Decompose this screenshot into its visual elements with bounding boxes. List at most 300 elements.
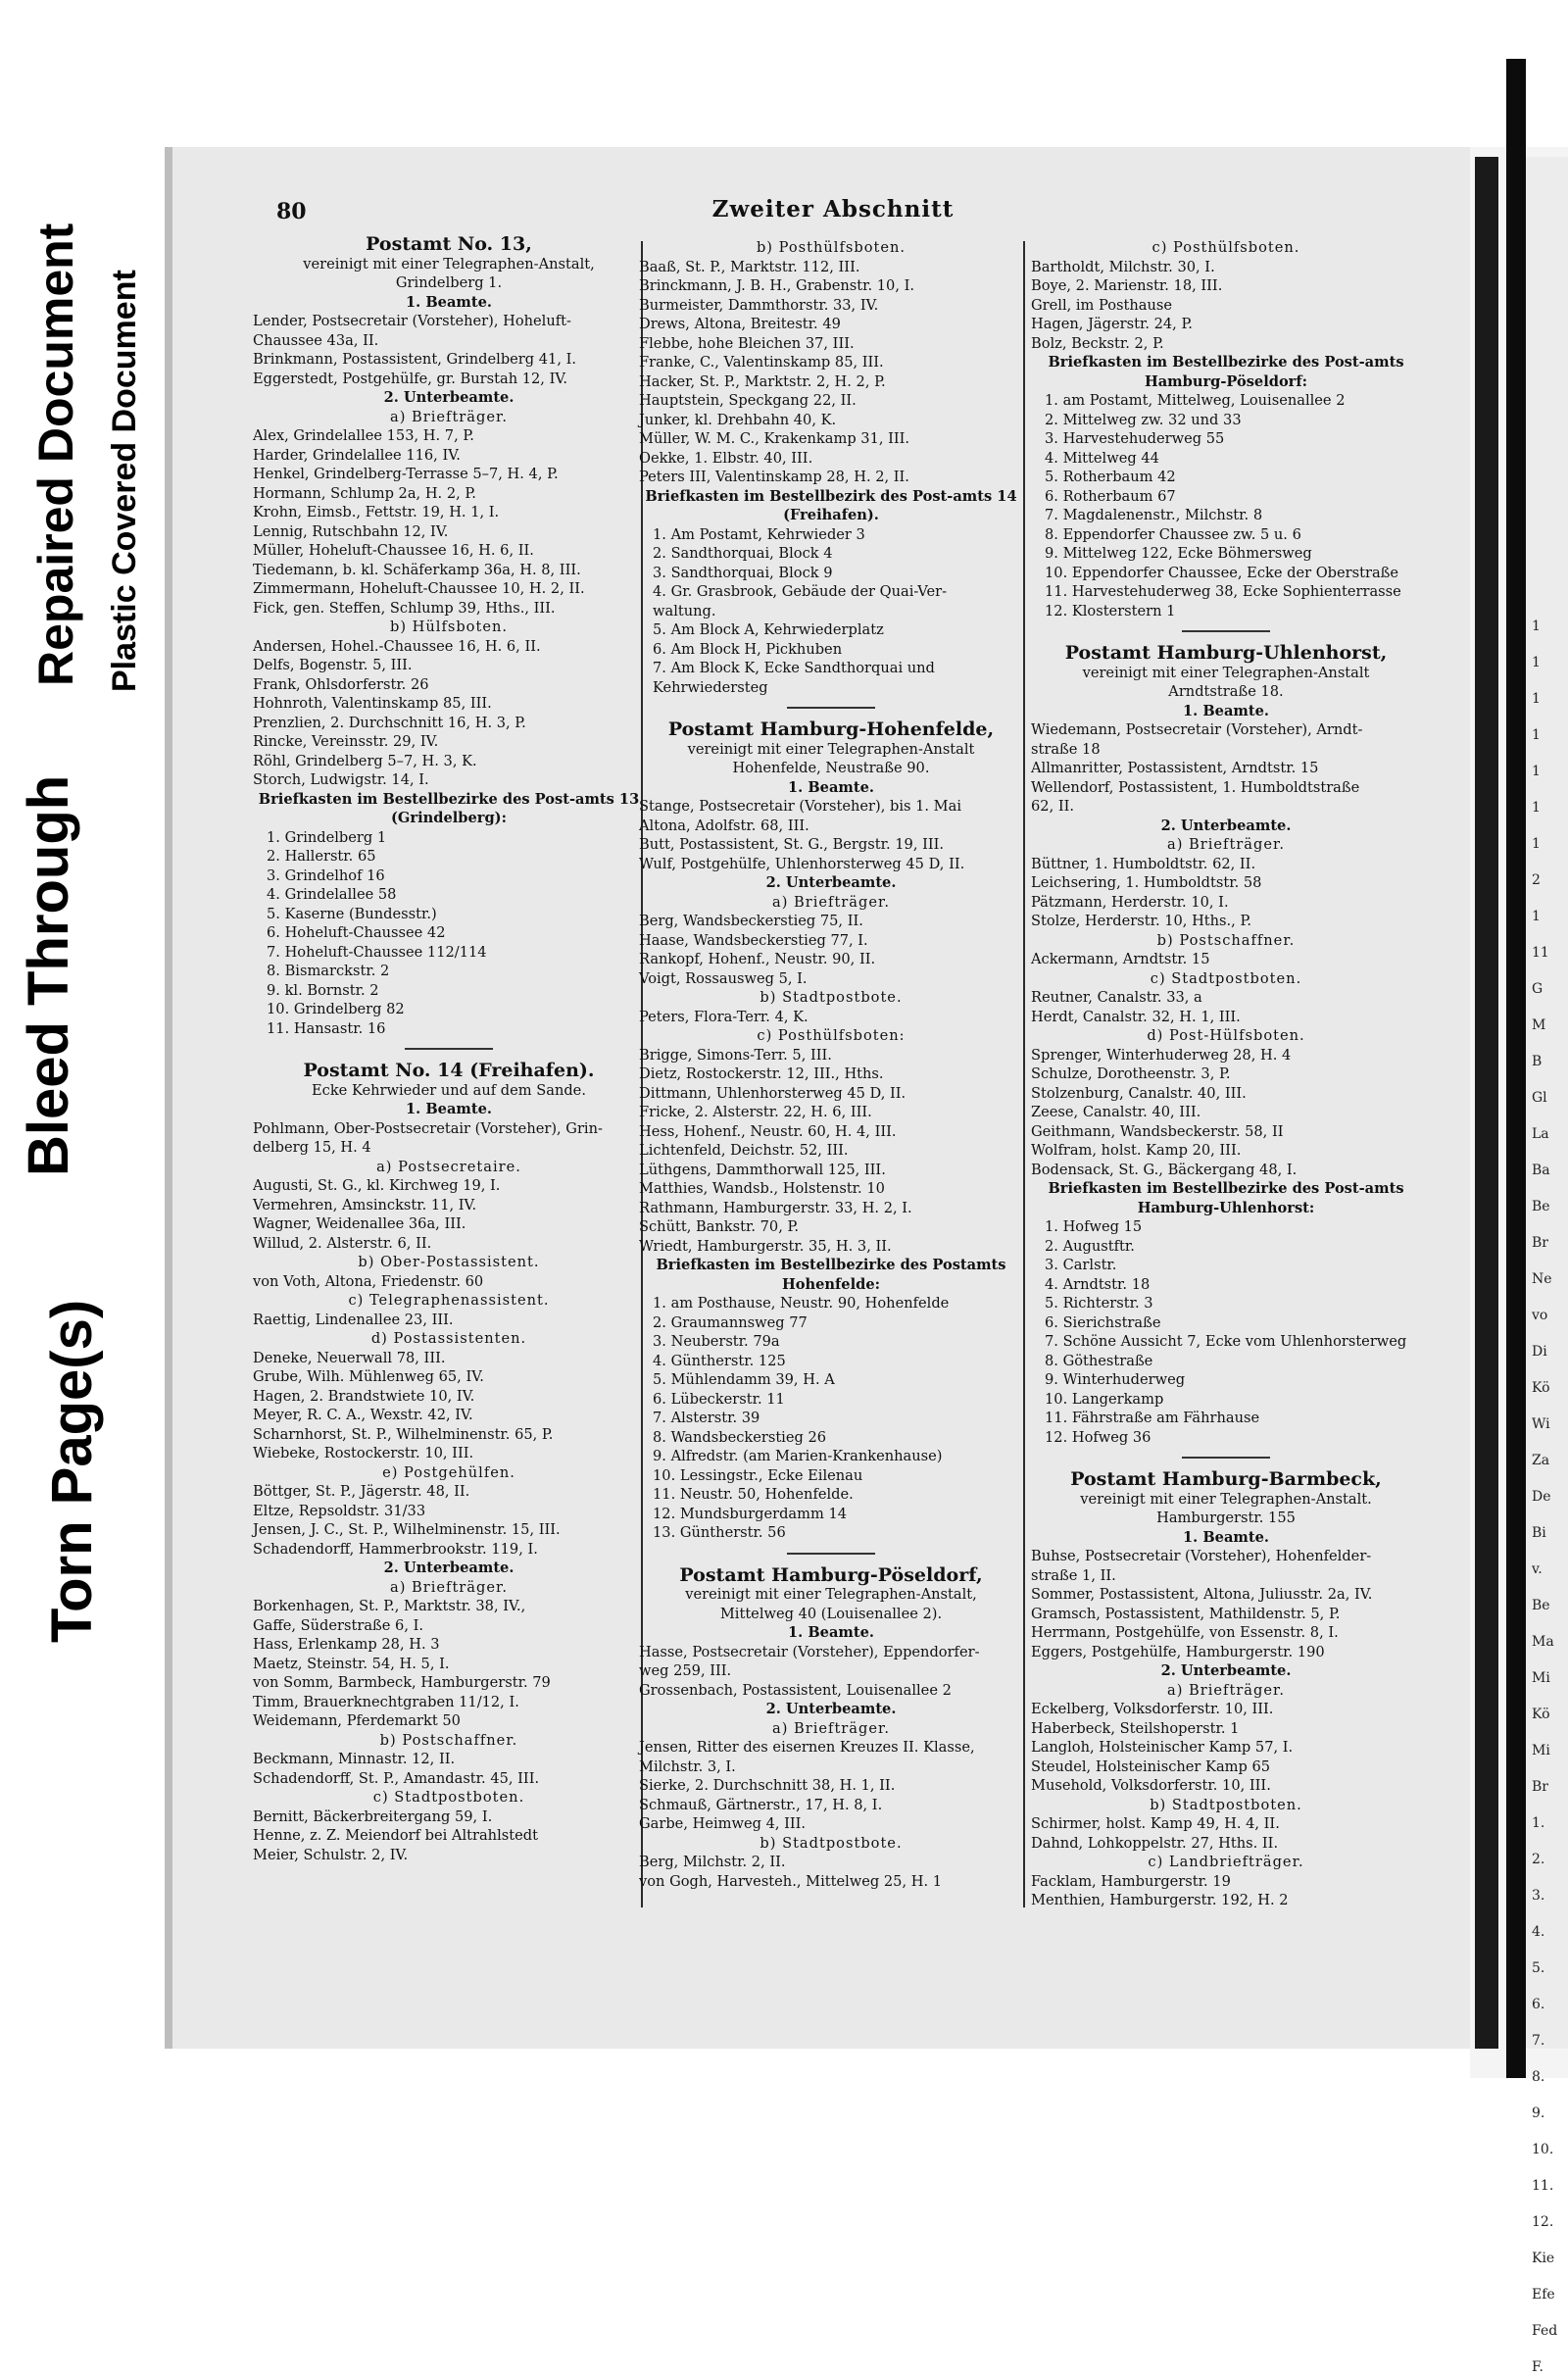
mailbox-item: 2. Hallerstr. 65 — [267, 848, 376, 865]
fragment-line: 12. — [1532, 2214, 1554, 2230]
mailbox-item: 7. Hoheluft-Chaussee 112/114 — [267, 943, 487, 961]
entry-line: Schirmer, holst. Kamp 49, H. 4, II. — [1031, 1815, 1280, 1832]
separator — [1182, 1457, 1270, 1459]
entry-line: Hormann, Schlump 2a, H. 2, P. — [253, 484, 476, 502]
sub-heading: b) Postschaffner. — [1156, 931, 1296, 949]
entry-line: Zimmermann, Hoheluft-Chaussee 10, H. 2, II. — [253, 580, 585, 597]
entry-line: Böttger, St. P., Jägerstr. 48, II. — [253, 1483, 470, 1500]
mailbox-item: 10. Grindelberg 82 — [267, 1001, 405, 1017]
fragment-line: Gl — [1532, 1090, 1547, 1106]
entry-list — [639, 1008, 1023, 1027]
entry-line: Buhse, Postsecretair (Vorsteher), Hohenfelder- — [1031, 1548, 1372, 1564]
entry-line: Garbe, Heimweg 4, III. — [639, 1815, 807, 1832]
entry-line: Hagen, 2. Brandstwiete 10, IV. — [253, 1387, 475, 1405]
sub-heading: a) Briefträger. — [772, 1719, 890, 1737]
sub-heading: a) Briefträger. — [390, 408, 508, 425]
repaired-document-label: Repaired Document — [28, 223, 83, 686]
entry-line: Flebbe, hohe Bleichen 37, III. — [639, 334, 855, 352]
office-title: Postamt No. 13, — [366, 233, 532, 255]
section-heading: 1. Beamte. — [1183, 702, 1269, 719]
binding-edge — [1475, 157, 1498, 2049]
separator — [1182, 630, 1270, 632]
entry-line: Weidemann, Pferdemarkt 50 — [253, 1712, 461, 1729]
sub-heading: b) Posthülfsboten. — [756, 239, 906, 256]
section-heading: 1. Beamte. — [788, 778, 874, 796]
entry-line: Drews, Altona, Breitestr. 49 — [639, 316, 841, 332]
fragment-line: Di — [1532, 1344, 1547, 1360]
fragment-line: Be — [1532, 1598, 1550, 1613]
entry-line: Gaffe, Süderstraße 6, I. — [253, 1616, 424, 1634]
entry-line: Lender, Postsecretair (Vorsteher), Hoheluft- — [253, 313, 571, 329]
entry-line: 62, II. — [1031, 798, 1075, 815]
section-heading: 1. Beamte. — [788, 1624, 874, 1641]
fragment-line: 1. — [1532, 1815, 1545, 1831]
torn-pages-label: Torn Page(s) — [40, 1299, 104, 1643]
entry-list — [1031, 258, 1421, 354]
entry-line: Tiedemann, b. kl. Schäferkamp 36a, H. 8, III. — [253, 561, 581, 578]
entry-line: Bernitt, Bäckerbreitergang 59, I. — [253, 1808, 493, 1825]
mailbox-item: 1. am Postamt, Mittelweg, Louisenallee 2 — [1045, 392, 1346, 409]
fragment-line: 1 — [1532, 619, 1541, 634]
entry-line: Berg, Milchstr. 2, II. — [639, 1854, 786, 1870]
fragment-line: Wi — [1532, 1416, 1550, 1432]
fragment-line: Efe — [1532, 2287, 1555, 2303]
sub-heading: b) Stadtpostbote. — [760, 989, 903, 1006]
entry-line: Herrmann, Postgehülfe, von Essenstr. 8, I. — [1031, 1624, 1339, 1641]
mailbox-item: 8. Bismarckstr. 2 — [267, 963, 390, 979]
entry-line: Augusti, St. G., kl. Kirchweg 19, I. — [253, 1177, 501, 1194]
entry-line: Dahnd, Lohkoppelstr. 27, Hths. II. — [1031, 1834, 1279, 1852]
entry-line: Peters III, Valentinskamp 28, H. 2, II. — [639, 469, 909, 485]
entry-list — [253, 1349, 645, 1463]
column-rule — [1023, 241, 1025, 1907]
section-heading: 1. Beamte. — [1183, 1528, 1269, 1546]
entry-line: Wiebeke, Rostockerstr. 10, III. — [253, 1445, 474, 1461]
entry-list — [253, 426, 645, 618]
mailbox-item: waltung. — [653, 602, 716, 619]
fragment-line: vo — [1532, 1308, 1548, 1323]
mailbox-item: 7. Alsterstr. 39 — [653, 1410, 760, 1426]
mailbox-item: 9. kl. Bornstr. 2 — [267, 981, 379, 999]
sub-heading: c) Telegraphenassistent. — [348, 1292, 550, 1309]
fragment-line: G — [1532, 981, 1544, 997]
mailbox-item: 1. Am Postamt, Kehrwieder 3 — [653, 525, 865, 543]
entry-line: Delfs, Bogenstr. 5, III. — [253, 657, 413, 673]
mailbox-heading: Briefkasten im Bestellbezirke des Post-amts Hamburg-Pöseldorf: — [1048, 354, 1404, 390]
mailbox-item: 7. Am Block K, Ecke Sandthorquai und — [653, 660, 935, 676]
mailbox-item: 3. Sandthorquai, Block 9 — [653, 564, 833, 581]
entry-line: Facklam, Hamburgerstr. 19 — [1031, 1872, 1231, 1890]
mailbox-item: 5. Am Block A, Kehrwiederplatz — [653, 621, 884, 638]
entry-line: Reutner, Canalstr. 33, a — [1031, 989, 1202, 1006]
bleed-through-label: Bleed Through — [17, 774, 80, 1176]
entry-line: Chaussee 43a, II. — [253, 331, 379, 349]
mailbox-item: 6. Hoheluft-Chaussee 42 — [267, 924, 446, 941]
section-heading: 2. Unterbeamte. — [1160, 1662, 1292, 1679]
entry-line: Scharnhorst, St. P., Wilhelminenstr. 65, P. — [253, 1425, 554, 1443]
mailbox-item: 7. Schöne Aussicht 7, Ecke vom Uhlenhorsterweg — [1045, 1333, 1407, 1350]
entry-line: Willud, 2. Alsterstr. 6, II. — [253, 1234, 432, 1252]
entry-line: Hamburgerstr. 155 — [1156, 1510, 1296, 1526]
entry-line: vereinigt mit einer Telegraphen-Anstalt. — [1080, 1490, 1372, 1508]
mailbox-list — [639, 525, 1023, 698]
sub-heading: b) Stadtpostbote. — [760, 1834, 903, 1852]
entry-line: weg 259, III. — [639, 1662, 732, 1679]
office-desc — [1031, 1490, 1421, 1528]
mailbox-item: 9. Winterhuderweg — [1045, 1371, 1186, 1388]
entry-line: Sprenger, Winterhuderweg 28, H. 4 — [1031, 1046, 1292, 1064]
entry-line: Grell, im Posthause — [1031, 296, 1173, 314]
fragment-line: Br — [1532, 1235, 1548, 1251]
entry-line: vereinigt mit einer Telegraphen-Anstalt — [1082, 664, 1370, 681]
entry-line: vereinigt mit einer Telegraphen-Anstalt, — [303, 255, 595, 272]
entry-line: Oekke, 1. Elbstr. 40, III. — [639, 449, 813, 467]
office-desc — [1031, 664, 1421, 702]
binding-edge-outer — [1506, 59, 1526, 2078]
sub-heading: b) Hülfsboten. — [389, 619, 509, 635]
mailbox-item: 13. Güntherstr. 56 — [653, 1524, 786, 1541]
entry-line: Vermehren, Amsinckstr. 11, IV. — [253, 1196, 477, 1213]
entry-line: Butt, Postassistent, St. G., Bergstr. 19, III. — [639, 836, 945, 853]
sub-heading: b) Ober-Postassistent. — [358, 1254, 540, 1270]
mailbox-item: 1. Hofweg 15 — [1045, 1218, 1143, 1235]
entry-line: Eckelberg, Volksdorferstr. 10, III. — [1031, 1701, 1274, 1717]
mailbox-item: 12. Klosterstern 1 — [1045, 602, 1176, 619]
entry-line: Beckmann, Minnastr. 12, II. — [253, 1751, 456, 1767]
fragment-line: Mi — [1532, 1670, 1550, 1686]
mailbox-item: 6. Lübeckerstr. 11 — [653, 1390, 785, 1408]
entry-line: Rathmann, Hamburgerstr. 33, H. 2, I. — [639, 1199, 912, 1216]
office-desc — [253, 255, 645, 293]
entry-line: Hohnroth, Valentinskamp 85, III. — [253, 695, 492, 712]
entry-line: Raettig, Lindenallee 23, III. — [253, 1311, 454, 1328]
entry-list — [639, 1738, 1023, 1834]
mailbox-item: 4. Arndtstr. 18 — [1045, 1275, 1151, 1293]
entry-line: Mittelweg 40 (Louisenallee 2). — [719, 1605, 943, 1622]
mailbox-item: 3. Grindelhof 16 — [267, 867, 385, 884]
sub-heading: a) Briefträger. — [772, 893, 890, 911]
mailbox-item: 6. Am Block H, Pickhuben — [653, 640, 843, 658]
mailbox-list — [1031, 391, 1421, 620]
fragment-line: F. — [1532, 2359, 1544, 2375]
section-heading: 2. Unterbeamte. — [383, 1560, 514, 1576]
mailbox-item: 3. Neuberstr. 79a — [653, 1333, 780, 1350]
fragment-line: v. — [1532, 1561, 1543, 1577]
entry-list — [253, 1750, 645, 1788]
page-number: 80 — [276, 199, 307, 224]
entry-list — [639, 912, 1023, 988]
entry-line: Hagen, Jägerstr. 24, P. — [1031, 316, 1193, 332]
entry-line: Wriedt, Hamburgerstr. 35, H. 3, II. — [639, 1237, 892, 1255]
entry-line: Haase, Wandsbeckerstieg 77, I. — [639, 931, 868, 949]
entry-line: Deneke, Neuerwall 78, III. — [253, 1349, 446, 1366]
entry-line: Brinkmann, Postassistent, Grindelberg 41, I. — [253, 351, 577, 368]
entry-line: Fricke, 2. Alsterstr. 22, H. 6, III. — [639, 1104, 872, 1120]
section-heading: 1. Beamte. — [406, 293, 492, 311]
entry-line: Hass, Erlenkamp 28, H. 3 — [253, 1636, 440, 1653]
mailbox-list — [253, 828, 645, 1039]
mailbox-item: 5. Richterstr. 3 — [1045, 1295, 1153, 1312]
entry-line: Menthien, Hamburgerstr. 192, H. 2 — [1031, 1892, 1289, 1908]
fragment-line: B — [1532, 1054, 1543, 1069]
fragment-line: 9. — [1532, 2105, 1545, 2121]
entry-line: Berg, Wandsbeckerstieg 75, II. — [639, 913, 863, 929]
fragment-line: 1 — [1532, 909, 1541, 924]
section-title: Zweiter Abschnitt — [711, 196, 955, 223]
entry-list — [1031, 988, 1421, 1026]
entry-line: Sommer, Postassistent, Altona, Juliusstr. 2a, IV. — [1031, 1586, 1373, 1603]
sub-heading: c) Stadtpostboten. — [1150, 969, 1302, 987]
entry-line: Dietz, Rostockerstr. 12, III., Hths. — [639, 1065, 884, 1082]
mailbox-item: 10. Lessingstr., Ecke Eilenau — [653, 1466, 863, 1484]
fragment-line: Br — [1532, 1779, 1548, 1795]
separator — [787, 1553, 875, 1555]
entry-line: Burmeister, Dammthorstr. 33, IV. — [639, 296, 879, 314]
entry-line: Allmanritter, Postassistent, Arndtstr. 15 — [1031, 760, 1319, 776]
column-2 — [639, 238, 1023, 1891]
entry-line: Meier, Schulstr. 2, IV. — [253, 1846, 409, 1863]
fragment-line: Kö — [1532, 1380, 1550, 1396]
mailbox-item: 1. am Posthause, Neustr. 90, Hohenfelde — [653, 1295, 950, 1312]
office-desc — [639, 740, 1023, 778]
entry-line: Pätzmann, Herderstr. 10, I. — [1031, 893, 1229, 911]
entry-list — [253, 1119, 645, 1158]
entry-list — [253, 637, 645, 790]
entry-line: Timm, Brauerknechtgraben 11/12, I. — [253, 1693, 519, 1710]
entry-list — [253, 1482, 645, 1559]
mailbox-item: 2. Sandthorquai, Block 4 — [653, 545, 833, 562]
mailbox-item: 2. Graumannsweg 77 — [653, 1313, 808, 1331]
sub-heading: c) Landbriefträger. — [1148, 1854, 1304, 1870]
fragment-line: 1 — [1532, 691, 1541, 707]
mailbox-item: 10. Langerkamp — [1045, 1390, 1164, 1408]
entry-line: vereinigt mit einer Telegraphen-Anstalt, — [685, 1586, 977, 1603]
entry-line: Henne, z. Z. Meiendorf bei Altrahlstedt — [253, 1827, 538, 1844]
entry-line: Hauptstein, Speckgang 22, II. — [639, 392, 857, 409]
fragment-line: 1 — [1532, 836, 1541, 852]
entry-list — [253, 1597, 645, 1731]
mailbox-item: 3. Harvestehuderweg 55 — [1045, 430, 1225, 447]
entry-line: Brinckmann, J. B. H., Grabenstr. 10, I. — [639, 277, 915, 294]
entry-list — [639, 1046, 1023, 1257]
entry-line: Wulf, Postgehülfe, Uhlenhorsterweg 45 D, II. — [639, 855, 965, 872]
office-desc — [639, 1585, 1023, 1623]
office-title: Postamt Hamburg-Hohenfelde, — [667, 718, 995, 740]
fragment-line: Za — [1532, 1453, 1550, 1468]
fragment-line: 1 — [1532, 764, 1541, 779]
mailbox-item: 4. Grindelallee 58 — [267, 886, 397, 903]
entry-line: Rincke, Vereinsstr. 29, IV. — [253, 733, 439, 750]
mailbox-item: 9. Mittelweg 122, Ecke Böhmersweg — [1045, 545, 1312, 562]
fragment-line: 2. — [1532, 1852, 1545, 1867]
fragment-line: Be — [1532, 1199, 1550, 1214]
entry-line: von Somm, Barmbeck, Hamburgerstr. 79 — [253, 1674, 551, 1691]
fragment-line: 1 — [1532, 727, 1541, 743]
entry-line: Wagner, Weidenallee 36a, III. — [253, 1215, 466, 1232]
column-3 — [1031, 238, 1421, 1910]
entry-line: Grube, Wilh. Mühlenweg 65, IV. — [253, 1368, 484, 1385]
entry-line: Hacker, St. P., Marktstr. 2, H. 2, P. — [639, 372, 886, 390]
separator — [405, 1048, 493, 1050]
entry-list — [253, 1272, 645, 1292]
mailbox-item: 11. Neustr. 50, Hohenfelde. — [653, 1486, 854, 1503]
mailbox-item: 5. Mühlendamm 39, H. A — [653, 1371, 835, 1388]
office-title: Postamt Hamburg-Uhlenhorst, — [1064, 642, 1388, 664]
entry-line: vereinigt mit einer Telegraphen-Anstalt — [687, 740, 975, 758]
entry-line: Hasse, Postsecretair (Vorsteher), Eppendorfer- — [639, 1643, 980, 1660]
fragment-line: 1 — [1532, 800, 1541, 816]
entry-line: von Voth, Altona, Friedenstr. 60 — [253, 1272, 484, 1290]
mailbox-list — [639, 1294, 1023, 1543]
fragment-line: 5. — [1532, 1960, 1545, 1976]
fragment-line: De — [1532, 1489, 1551, 1505]
mailbox-heading: Briefkasten im Bestellbezirk des Post-amts 14 (Freihafen). — [645, 487, 1017, 523]
entry-line: Franke, C., Valentinskamp 85, III. — [639, 354, 884, 371]
fragment-line: M — [1532, 1017, 1546, 1033]
fragment-line: Bi — [1532, 1525, 1546, 1541]
office-desc — [253, 1081, 645, 1101]
office-title: Postamt No. 14 (Freihafen). — [303, 1060, 595, 1081]
entry-list — [1031, 855, 1421, 931]
entry-line: Wolfram, holst. Kamp 20, III. — [1031, 1142, 1242, 1159]
entry-line: Herdt, Canalstr. 32, H. 1, III. — [1031, 1008, 1241, 1025]
entry-line: Harder, Grindelallee 116, IV. — [253, 446, 461, 464]
entry-line: Schadendorff, Hammerbrookstr. 119, I. — [253, 1540, 538, 1558]
entry-line: Peters, Flora-Terr. 4, K. — [639, 1008, 808, 1025]
mailbox-item: Kehrwiedersteg — [653, 678, 768, 696]
section-heading: 2. Unterbeamte. — [1160, 817, 1292, 834]
fragment-line: 6. — [1532, 1997, 1545, 2012]
entry-list — [1031, 1700, 1421, 1796]
page-edge-shadow — [165, 147, 172, 2049]
entry-line: Brigge, Simons-Terr. 5, III. — [639, 1046, 832, 1064]
entry-list — [253, 312, 645, 388]
sub-heading: a) Briefträger. — [1167, 836, 1285, 853]
office-title: Postamt Hamburg-Barmbeck, — [1070, 1468, 1382, 1490]
fragment-line: Kö — [1532, 1707, 1550, 1722]
entry-line: Krohn, Eimsb., Fettstr. 19, H. 1, I. — [253, 504, 500, 520]
entry-line: Alex, Grindelallee 153, H. 7, P. — [253, 427, 474, 444]
entry-line: Lüthgens, Dammthorwall 125, III. — [639, 1161, 886, 1178]
separator — [787, 707, 875, 709]
entry-line: Wiedemann, Postsecretair (Vorsteher), Arndt- — [1031, 721, 1363, 738]
sub-heading: a) Briefträger. — [1167, 1681, 1285, 1699]
mailbox-item: 4. Mittelweg 44 — [1045, 449, 1159, 467]
fragment-line: 1 — [1532, 655, 1541, 670]
entry-list — [1031, 720, 1421, 817]
mailbox-item: 8. Göthestraße — [1045, 1352, 1153, 1369]
entry-line: Sierke, 2. Durchschnitt 38, H. 1, II. — [639, 1777, 896, 1794]
entry-line: Jensen, Ritter des eisernen Kreuzes II. Klasse, — [639, 1739, 975, 1756]
entry-line: Junker, kl. Drehbahn 40, K. — [639, 411, 837, 428]
mailbox-item: 11. Harvestehuderweg 38, Ecke Sophienterrasse — [1045, 583, 1401, 600]
entry-line: Eltze, Repsoldstr. 31/33 — [253, 1502, 426, 1519]
entry-line: von Gogh, Harvesteh., Mittelweg 25, H. 1 — [639, 1872, 943, 1890]
entry-list — [1031, 950, 1421, 969]
mailbox-item: 8. Wandsbeckerstieg 26 — [653, 1428, 827, 1446]
mailbox-item: 2. Mittelweg zw. 32 und 33 — [1045, 411, 1242, 428]
entry-line: Müller, Hoheluft-Chaussee 16, H. 6, II. — [253, 542, 534, 559]
sub-heading: a) Briefträger. — [390, 1578, 508, 1596]
entry-line: Henkel, Grindelberg-Terrasse 5–7, H. 4, P. — [253, 466, 559, 482]
entry-line: Altona, Adolfstr. 68, III. — [639, 817, 809, 834]
entry-line: Eggers, Postgehülfe, Hamburgerstr. 190 — [1031, 1643, 1325, 1660]
fragment-line: Ma — [1532, 1634, 1554, 1650]
fragment-line: La — [1532, 1126, 1549, 1142]
entry-line: Meyer, R. C. A., Wexstr. 42, IV. — [253, 1407, 473, 1423]
entry-line: Stolzenburg, Canalstr. 40, III. — [1031, 1084, 1247, 1102]
fragment-line: Mi — [1532, 1743, 1550, 1758]
mailbox-item: 2. Augustftr. — [1045, 1237, 1135, 1255]
mailbox-item: 5. Kaserne (Bundesstr.) — [267, 905, 437, 922]
entry-line: Müller, W. M. C., Krakenkamp 31, III. — [639, 430, 910, 447]
entry-line: Ecke Kehrwieder und auf dem Sande. — [312, 1081, 586, 1099]
entry-line: Jensen, J. C., St. P., Wilhelminenstr. 15, III. — [253, 1521, 561, 1538]
section-heading: 2. Unterbeamte. — [765, 1701, 897, 1717]
mailbox-item: 1. Grindelberg 1 — [267, 828, 387, 846]
entry-line: Steudel, Holsteinischer Kamp 65 — [1031, 1758, 1271, 1775]
entry-line: Haberbeck, Steilshoperstr. 1 — [1031, 1719, 1240, 1737]
sub-heading: d) Post-Hülfsboten. — [1147, 1027, 1305, 1044]
fragment-line: 10. — [1532, 2142, 1554, 2157]
entry-list — [1031, 1547, 1421, 1661]
section-heading: 1. Beamte. — [406, 1101, 492, 1117]
entry-line: Musehold, Volksdorferstr. 10, III. — [1031, 1777, 1271, 1794]
entry-line: Stange, Postsecretair (Vorsteher), bis 1. Mai — [639, 798, 961, 815]
entry-line: Andersen, Hohel.-Chaussee 16, H. 6, II. — [253, 637, 541, 655]
entry-line: Rankopf, Hohenf., Neustr. 90, II. — [639, 951, 876, 967]
entry-list — [639, 1853, 1023, 1891]
entry-line: Lennig, Rutschbahn 12, IV. — [253, 522, 449, 540]
entry-list — [253, 1176, 645, 1253]
entry-line: Wellendorf, Postassistent, 1. Humboldtstraße — [1031, 778, 1360, 796]
sub-heading: a) Postsecretaire. — [376, 1158, 521, 1175]
section-heading: 2. Unterbeamte. — [383, 389, 514, 406]
entry-line: Leichsering, 1. Humboldtstr. 58 — [1031, 874, 1262, 891]
entry-line: Schulze, Dorotheenstr. 3, P. — [1031, 1065, 1231, 1082]
entry-line: Frank, Ohlsdorferstr. 26 — [253, 675, 429, 693]
mailbox-item: 11. Fährstraße am Fährhause — [1045, 1410, 1260, 1426]
entry-line: Langloh, Holsteinischer Kamp 57, I. — [1031, 1739, 1294, 1756]
mailbox-item: 12. Mundsburgerdamm 14 — [653, 1505, 848, 1522]
entry-line: Grindelberg 1. — [395, 274, 503, 291]
mailbox-heading: Briefkasten im Bestellbezirke des Post-amts 13 (Grindelberg): — [258, 790, 640, 826]
entry-line: Stolze, Herderstr. 10, Hths., P. — [1031, 913, 1251, 929]
sub-heading: c) Posthülfsboten. — [1152, 239, 1300, 256]
mailbox-item: 12. Hofweg 36 — [1045, 1428, 1152, 1446]
mailbox-list — [1031, 1217, 1421, 1447]
entry-line: Geithmann, Wandsbeckerstr. 58, II — [1031, 1122, 1284, 1140]
entry-line: Prenzlien, 2. Durchschnitt 16, H. 3, P. — [253, 714, 526, 731]
entry-line: Pohlmann, Ober-Postsecretair (Vorsteher), Grin- — [253, 1119, 603, 1137]
entry-line: straße 1, II. — [1031, 1566, 1116, 1584]
mailbox-item: 5. Rotherbaum 42 — [1045, 469, 1176, 485]
sub-heading: c) Stadtpostboten. — [372, 1789, 525, 1806]
sub-heading: d) Postassistenten. — [370, 1330, 527, 1347]
entry-list — [1031, 1872, 1421, 1910]
plastic-covered-label: Plastic Covered Document — [106, 270, 143, 692]
entry-line: Maetz, Steinstr. 54, H. 5, I. — [253, 1655, 450, 1672]
mailbox-item: 6. Sierichstraße — [1045, 1313, 1161, 1331]
entry-line: Bartholdt, Milchstr. 30, I. — [1031, 258, 1215, 275]
entry-line: Bodensack, St. G., Bäckergang 48, I. — [1031, 1161, 1298, 1178]
mailbox-item: 10. Eppendorfer Chaussee, Ecke der Oberstraße — [1045, 564, 1399, 581]
entry-line: Lichtenfeld, Deichstr. 52, III. — [639, 1142, 849, 1159]
fragment-line: 2 — [1532, 872, 1541, 888]
column-1 — [253, 233, 645, 1864]
entry-line: Hohenfelde, Neustraße 90. — [732, 760, 930, 776]
entry-line: Gramsch, Postassistent, Mathildenstr. 5, P. — [1031, 1605, 1341, 1622]
